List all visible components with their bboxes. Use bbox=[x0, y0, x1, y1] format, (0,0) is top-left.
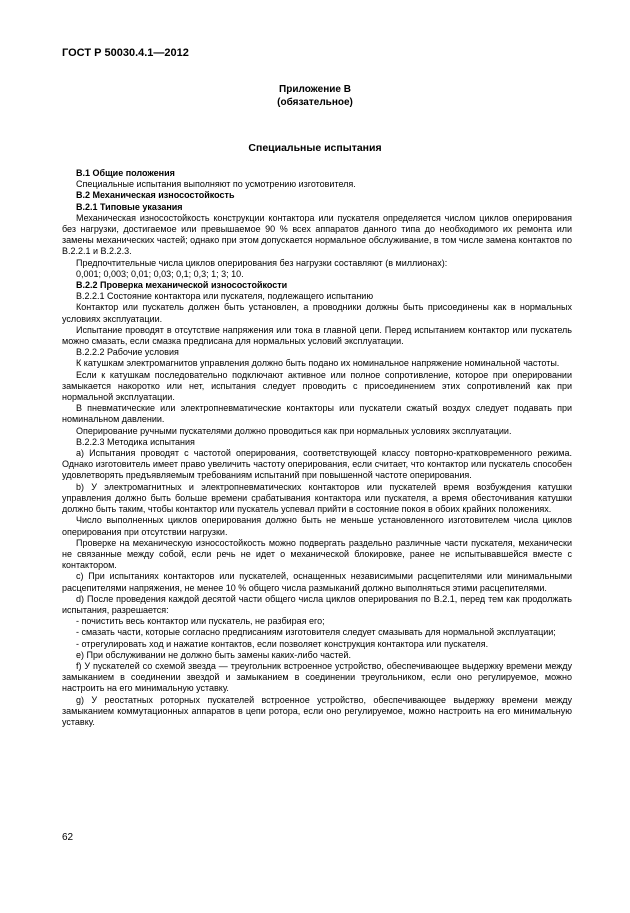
paragraph: e) При обслуживании не должно быть замены каких-либо частей. bbox=[76, 649, 351, 660]
paragraph: Механическая износостойкость конструкции контактора или пускателя определяется числом циклов оперирования без нагрузки, достигаемое или превышаемое 90 % всех аппаратов данного типа до необходимого их ремонта или замены механических частей; однако при этом допускается нормальное обслуживание, в том числе замена контактов по В.2.2.1 и В.2.2.3. bbox=[62, 212, 572, 257]
standard-header: ГОСТ Р 50030.4.1—2012 bbox=[62, 47, 189, 59]
section-heading: В.2 Механическая износостойкость bbox=[76, 190, 235, 201]
paragraph: Специальные испытания выполняют по усмотрению изготовителя. bbox=[76, 179, 356, 190]
annex-status: (обязательное) bbox=[277, 97, 353, 108]
section-heading: В.1 Общие положения bbox=[76, 168, 175, 178]
paragraph: f) У пускателей со схемой звезда — треугольник встроенное устройство, обеспечивающее выдержку времени между замыканием в соединении звездой и замыканием в соединении треугольником, если оно регулируемое, можно настроить на его минимальную уставку. bbox=[62, 660, 572, 694]
section-title: Специальные испытания bbox=[248, 142, 382, 154]
paragraph: 0,001; 0,003; 0,01; 0,03; 0,1; 0,3; 1; 3; 10. bbox=[76, 268, 244, 279]
annex-heading bbox=[0, 83, 630, 109]
annex-label: Приложение В bbox=[279, 84, 351, 95]
paragraph: В пневматические или электропневматические контакторы или пускатели сжатый воздух следует подавать при номинальном давлении. bbox=[62, 403, 572, 425]
paragraph: c) При испытаниях контакторов или пускателей, оснащенных независимыми расцепителями или минимальными расцепителями напряжения, не менее 10 % общего числа размыканий должно выполняться этими расцепителями. bbox=[62, 571, 572, 593]
paragraph: а) Испытания проводят с частотой оперирования, соответствующей классу повторно-кратковременного режима. Однако изготовитель имеет право увеличить частоту оперирования, если считает, что контактор или пускатель способен удовлетворять предъявляемым требованиям испытаний при повышенной частоте оперирования. bbox=[62, 448, 572, 481]
paragraph: b) У электромагнитных и электропневматических контакторов или пускателей время возбуждения катушки управления должно быть больше времени срабатывания контактора или пускателя, а время обесточивания катушки должно быть таким, чтобы контактор или пускатель успевал прийти в состояние покоя в обоих крайних положениях. bbox=[62, 481, 572, 515]
paragraph: К катушкам электромагнитов управления должно быть подано их номинальное напряжение номинальной частоты. bbox=[76, 358, 560, 369]
paragraph: Контактор или пускатель должен быть установлен, а проводники должны быть присоединены как в нормальных условиях эксплуатации. bbox=[62, 302, 572, 324]
paragraph: d) После проведения каждой десятой части общего числа циклов оперирования по В.2.1, перед тем как продолжать испытания, разрешается: bbox=[62, 593, 572, 615]
section-heading: В.2.1 Типовые указания bbox=[76, 201, 183, 212]
paragraph: g) У реостатных роторных пускателей встроенное устройство, обеспечивающее выдержку времени между замыканием коммутационных аппаратов в цепи ротора, если оно регулируемое, можно настроить на его минимальную уставку. bbox=[62, 694, 572, 727]
paragraph: - отрегулировать ход и нажатие контактов, если позволяет конструкция контактора или пускателя. bbox=[76, 638, 489, 649]
paragraph: В.2.2.2 Рабочие условия bbox=[76, 347, 179, 358]
paragraph: - смазать части, которые согласно предписаниям изготовителя следует смазывать для нормальной эксплуатации; bbox=[76, 627, 556, 638]
paragraph: - почистить весь контактор или пускатель, не разбирая его; bbox=[76, 616, 325, 627]
paragraph: В.2.2.3 Методика испытания bbox=[76, 436, 195, 447]
paragraph: Если к катушкам последовательно подключают активное или полное сопротивление, которое при оперировании замыкается накоротко или нет, испытания следует проводить с присоединением этих сопротивлений как при нормальной эксплуатации. bbox=[62, 369, 572, 403]
paragraph: Оперирование ручными пускателями должно проводиться как при нормальных условиях эксплуатации. bbox=[76, 425, 512, 436]
page-number: 62 bbox=[62, 832, 74, 843]
section-heading: В.2.2 Проверка механической износостойкости bbox=[76, 280, 288, 291]
paragraph: Испытание проводят в отсутствие напряжения или тока в главной цепи. Перед испытанием контактор или пускатель можно смазать, если смазка предписана для нормальных условий эксплуатации. bbox=[62, 324, 572, 347]
paragraph: Предпочтительные числа циклов оперирования без нагрузки составляют (в миллионах): bbox=[76, 257, 448, 268]
paragraph: Проверке на механическую износостойкость можно подвергать раздельно различные части пускателя, механически не связанные между собой, если речь не идет о механической блокировке, ранее не испытывавшейся вместе с контактором. bbox=[62, 537, 572, 571]
paragraph: В.2.2.1 Состояние контактора или пускателя, подлежащего испытанию bbox=[76, 291, 374, 302]
body-text bbox=[62, 168, 572, 728]
paragraph: Число выполненных циклов оперирования должно быть не меньше установленного изготовителем числа циклов оперирования при отсутствии нагрузки. bbox=[62, 515, 572, 537]
